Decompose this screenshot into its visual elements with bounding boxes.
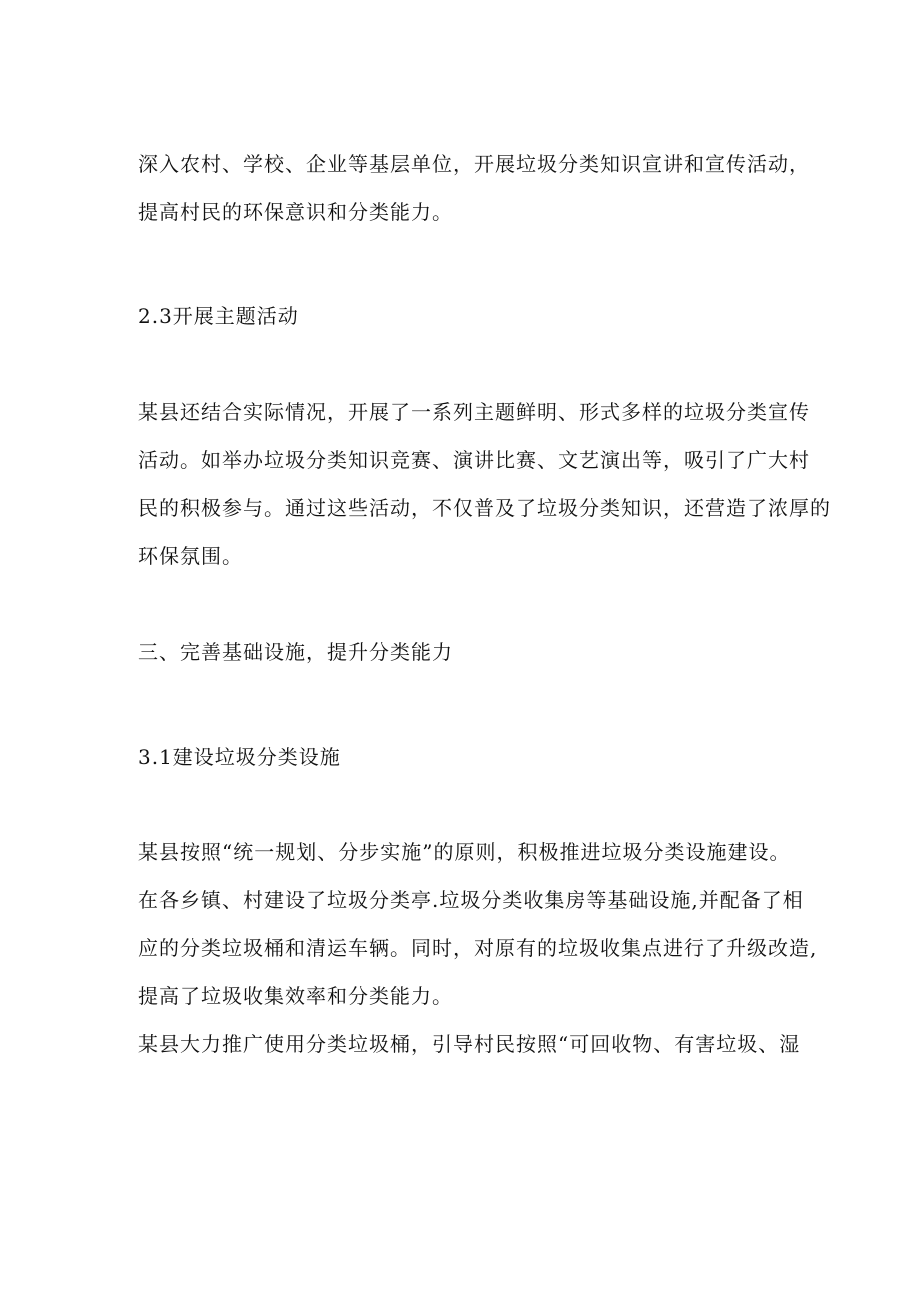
paragraph-1-line-2: 提高村民的环保意识和分类能力。 [138,200,453,224]
paragraph-4-line-1: 某县大力推广使用分类垃圾桶，引导村民按照“可回收物、有害垃圾、湿 [138,1032,801,1056]
paragraph-2-line-1: 某县还结合实际情况，开展了一系列主题鲜明、形式多样的垃圾分类宣传 [138,400,810,424]
paragraph-3-line-1: 某县按照“统一规划、分步实施”的原则，积极推进垃圾分类设施建设。 [138,840,791,864]
section-heading-2-3: 2.3开展主题活动 [138,304,299,328]
section-title-3: 三、完善基础设施，提升分类能力 [138,640,453,664]
paragraph-2-line-2: 活动。如举办垃圾分类知识竞赛、演讲比赛、文艺演出等，吸引了广大村 [138,448,810,472]
paragraph-3-line-4: 提高了垃圾收集效率和分类能力。 [138,984,453,1008]
paragraph-1-line-1: 深入农村、学校、企业等基层单位，开展垃圾分类知识宣讲和宣传活动， [138,152,810,176]
section-heading-3-1: 3.1建设垃圾分类设施 [138,745,341,769]
paragraph-2-line-3: 民的积极参与。通过这些活动，不仅普及了垃圾分类知识，还营造了浓厚的 [138,496,831,520]
paragraph-3-line-3: 应的分类垃圾桶和清运车辆。同时，对原有的垃圾收集点进行了升级改造, [138,936,818,960]
paragraph-2-line-4: 环保氛围。 [138,544,243,568]
paragraph-3-line-2: 在各乡镇、村建设了垃圾分类亭.垃圾分类收集房等基础设施,并配备了相 [138,888,804,912]
